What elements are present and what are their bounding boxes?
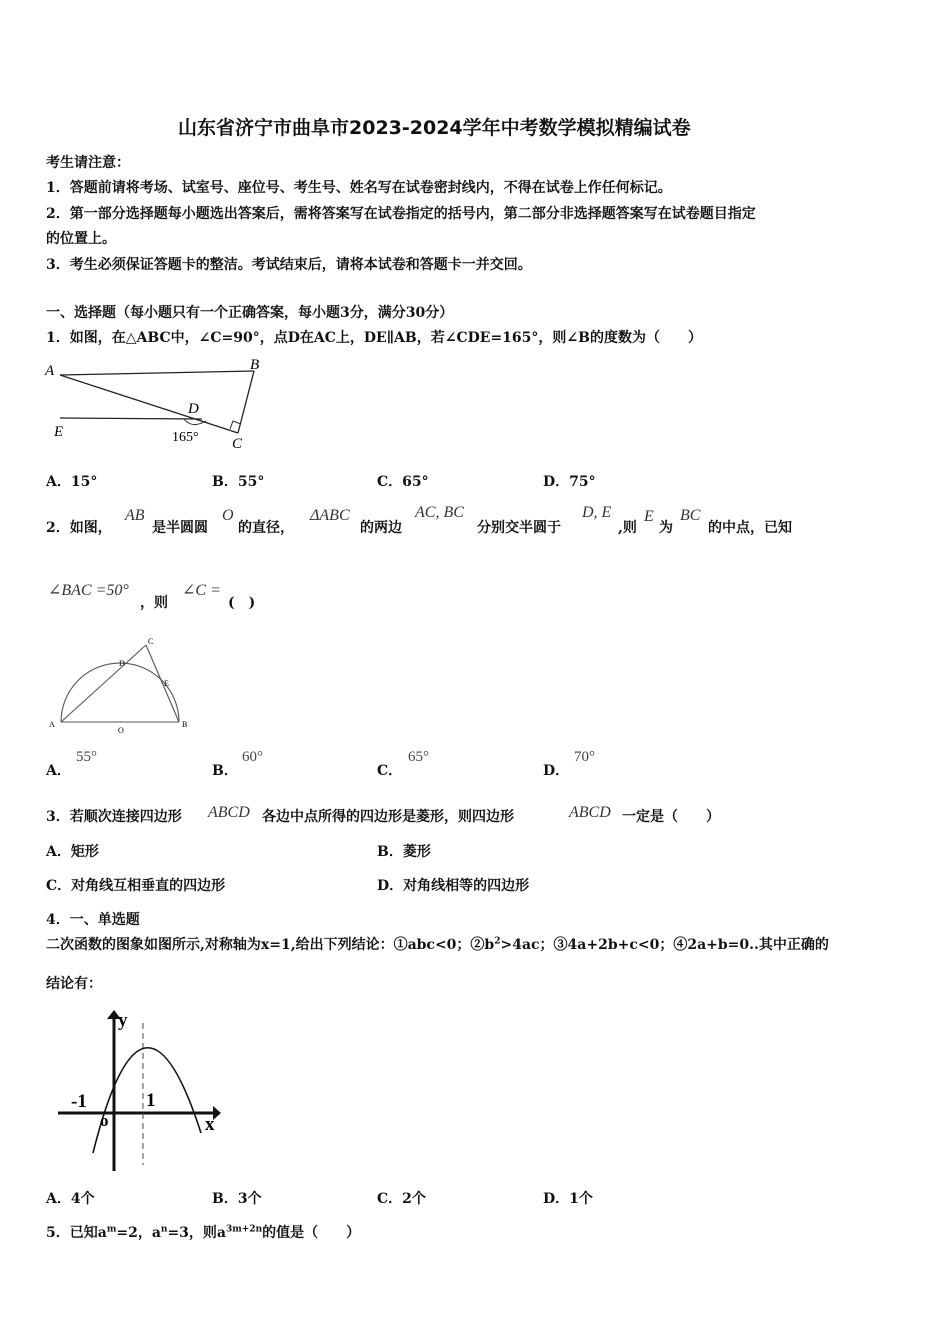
q4-option-a: A．4个 — [46, 1191, 95, 1207]
fig4-one-label: 1 — [146, 1090, 156, 1111]
fig2-label-d: D — [119, 659, 125, 668]
q4-option-d: D．1个 — [543, 1191, 593, 1207]
q4-text-sup: 2 — [494, 936, 501, 947]
q2-math-bc: BC — [680, 507, 701, 524]
fig4-neg1-label: -1 — [71, 1091, 87, 1112]
q2-option-a: A． — [46, 763, 71, 779]
q5-text-3: =3，则a — [167, 1225, 226, 1241]
q2-text-1: 2．如图， — [46, 520, 112, 536]
q4-text-1a: 二次函数的图象如图所示,对称轴为x=1,给出下列结论：①abc<0；②b — [46, 937, 495, 953]
q3-text-1: 3．若顺次连接四边形 — [46, 809, 182, 825]
q3-option-d: D．对角线相等的四边形 — [377, 878, 530, 894]
q5-text-2: =2，a — [116, 1225, 161, 1241]
q2-text-5: 分别交半圆于 — [477, 520, 561, 536]
q1-option-a: A．15° — [46, 474, 98, 490]
q2-option-b-value: 60° — [242, 749, 263, 765]
q2-math-ab: AB — [125, 507, 145, 524]
q3-text-3: 一定是（ ） — [622, 809, 720, 825]
fig1-label-e: E — [54, 424, 64, 440]
fig1-label-b: B — [250, 357, 260, 373]
question-5-text — [46, 1222, 360, 1242]
q5-sup-1: m — [106, 1224, 117, 1235]
q2-option-d-value: 70° — [574, 749, 595, 765]
q2-text-8: 的中点，已知 — [708, 520, 792, 536]
q4-text-line-2: 结论有： — [46, 976, 102, 992]
fig1-label-c: C — [232, 436, 243, 452]
fig4-y-label: y — [118, 1010, 128, 1031]
q2-text-2: 是半圆圆 — [152, 520, 208, 536]
q3-option-a: A．矩形 — [46, 844, 99, 860]
q1-option-d: D．75° — [543, 474, 596, 490]
q2-option-b: B． — [212, 763, 238, 779]
q2-option-a-value: 55° — [76, 749, 97, 765]
q3-text-2: 各边中点所得的四边形是菱形，则四边形 — [262, 809, 514, 825]
question-1-text: 1．如图，在△ABC中，∠C=90°，点D在AC上，DE∥AB，若∠CDE=165°，则∠B的度数为（ ） — [46, 330, 702, 346]
notice-item-2: 2．第一部分选择题每小题选出答案后，需将答案写在试卷指定的括号内，第二部分非选择题答案写在试卷题目指定 — [46, 206, 756, 222]
fig1-label-d: D — [188, 401, 199, 417]
section-heading: 一、选择题（每小题只有一个正确答案，每小题3分，满分30分） — [46, 305, 454, 321]
fig4-x-label: x — [205, 1114, 215, 1135]
question-1-figure — [42, 355, 282, 455]
q2-text-6: ,则 — [618, 520, 637, 536]
q2-text-3: 的直径， — [238, 520, 294, 536]
notice-heading: 考生请注意： — [46, 155, 130, 171]
fig1-label-a: A — [45, 363, 55, 379]
q5-sup-3: 3m+2n — [225, 1224, 263, 1235]
fig2-label-c: C — [148, 637, 154, 646]
q5-sup-2: n — [160, 1224, 168, 1235]
q2-math-de: D, E — [582, 504, 612, 521]
q2-option-d: D． — [543, 763, 570, 779]
q2-math-c: ∠C = — [182, 582, 221, 599]
q1-option-b: B．55° — [212, 474, 265, 490]
q2-option-c: C． — [377, 763, 403, 779]
q2-option-c-value: 65° — [408, 749, 429, 765]
q2-text-4: 的两边 — [360, 520, 402, 536]
q2-math-acbc: AC, BC — [415, 504, 464, 521]
q4-option-b: B．3个 — [212, 1191, 262, 1207]
notice-item-1: 1．答题前请将考场、试室号、座位号、考生号、姓名写在试卷密封线内，不得在试卷上作任何标记。 — [46, 180, 672, 196]
q4-heading: 4．一、单选题 — [46, 912, 140, 928]
q2-text-7: 为 — [659, 520, 673, 536]
q5-text-1: 5．已知a — [46, 1225, 107, 1241]
q3-math-abcd-1: ABCD — [208, 804, 250, 821]
fig1-angle-label: 165° — [172, 430, 199, 445]
fig2-label-e: E — [164, 679, 169, 688]
page-title: 山东省济宁市曲阜市2023-2024学年中考数学模拟精编试卷 — [178, 117, 691, 139]
q4-option-c: C．2个 — [377, 1191, 426, 1207]
fig2-label-a: A — [49, 720, 55, 729]
q2-text-9: ，则 — [140, 595, 168, 611]
notice-item-3: 3．考生必须保证答题卡的整洁。考试结束后，请将本试卷和答题卡一并交回。 — [46, 257, 532, 273]
q4-text-line-1 — [46, 934, 829, 954]
q2-math-o: O — [222, 507, 234, 524]
q5-text-4: 的值是（ ） — [262, 1225, 361, 1241]
q2-math-e: E — [644, 508, 654, 525]
q2-math-abc: ΔABC — [310, 507, 350, 524]
fig4-origin-label: o — [100, 1111, 109, 1130]
notice-item-2-cont: 的位置上。 — [46, 231, 116, 247]
question-2-figure — [45, 632, 205, 737]
q3-math-abcd-2: ABCD — [569, 804, 611, 821]
q3-option-c: C．对角线互相垂直的四边形 — [46, 878, 226, 894]
q3-option-b: B．菱形 — [377, 844, 431, 860]
q4-text-1b: >4ac；③4a+2b+c<0；④2a+b=0..其中正确的 — [500, 937, 829, 953]
q2-math-bac: ∠BAC =50° — [48, 582, 129, 599]
q1-option-c: C．65° — [377, 474, 429, 490]
q2-text-10: ( ) — [228, 595, 256, 611]
question-4-figure — [55, 1005, 225, 1177]
fig2-label-b: B — [182, 720, 188, 729]
fig2-label-o: O — [118, 726, 124, 735]
